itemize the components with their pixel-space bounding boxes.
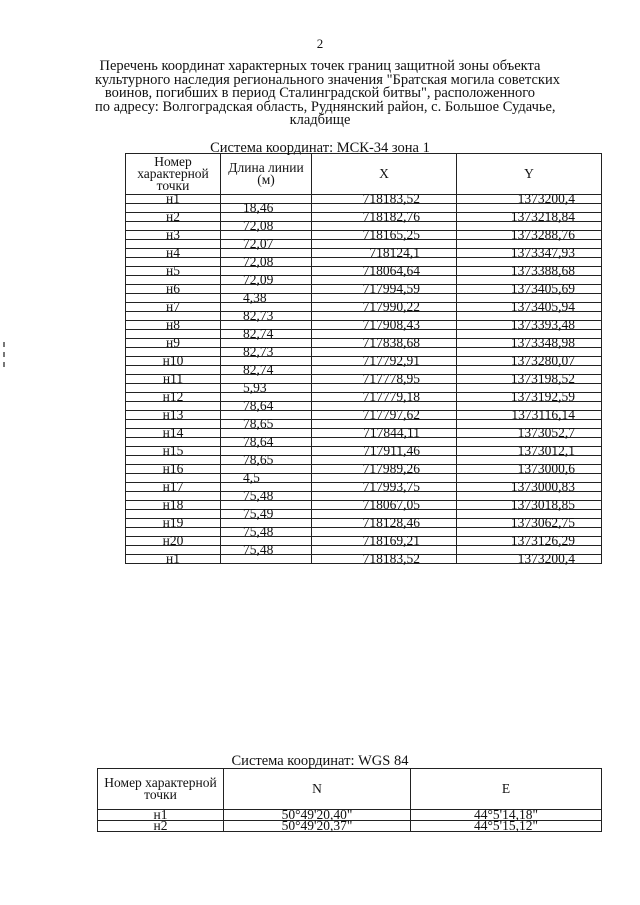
- y-coordinate-cell: 1373218,84: [457, 213, 602, 222]
- y-coordinate-cell: 1373192,59: [457, 393, 602, 402]
- x-coordinate-cell: 718124,1: [312, 249, 457, 258]
- table-row: [126, 249, 602, 258]
- point-number-cell: н20: [126, 537, 221, 546]
- y-coordinate-cell: 1373388,68: [457, 267, 602, 276]
- line-length-cell: 72,07: [221, 240, 312, 249]
- line-length-cell: 75,49: [221, 510, 312, 519]
- x-coordinate-cell: 718183,52: [312, 195, 457, 204]
- line-length-cell: 18,46: [221, 204, 312, 213]
- table-row: [126, 213, 602, 222]
- y-coordinate-cell: 1373288,76: [457, 231, 602, 240]
- wgs84-coordinates-table: [97, 768, 602, 832]
- scan-margin-mark: [3, 342, 5, 347]
- line-length-cell: 78,64: [221, 438, 312, 447]
- point-number-cell: н2: [126, 213, 221, 222]
- header-n: N: [224, 769, 411, 810]
- line-length-cell: 82,73: [221, 348, 312, 357]
- table2-caption: Система координат: WGS 84: [231, 753, 409, 769]
- y-coordinate-cell: 1373012,1: [457, 447, 602, 456]
- point-number-cell: н8: [126, 321, 221, 330]
- table-row: [126, 483, 602, 492]
- x-coordinate-cell: 717989,26: [312, 465, 457, 474]
- x-coordinate-cell: 718067,05: [312, 501, 457, 510]
- line-length-cell: 72,08: [221, 222, 312, 231]
- table-row: [126, 429, 602, 438]
- line-length-cell: [221, 465, 312, 474]
- y-coordinate-cell: 1373000,83: [457, 483, 602, 492]
- header-line-length: Длина линии (м): [221, 154, 312, 195]
- point-number-cell: н3: [126, 231, 221, 240]
- table-row: [126, 195, 602, 204]
- heading-line: Перечень координат характерных точек границ защитной зоны объекта: [99, 58, 541, 74]
- x-coordinate-cell: 717844,11: [312, 429, 457, 438]
- line-length-cell: 82,73: [221, 312, 312, 321]
- table-row: [126, 357, 602, 366]
- x-coordinate-cell: 717911,46: [312, 447, 457, 456]
- point-number-cell: н1: [126, 195, 221, 204]
- line-length-cell: 78,64: [221, 402, 312, 411]
- n-coordinate-cell: 50°49'20,40": [224, 810, 411, 821]
- table-row: [126, 447, 602, 456]
- y-coordinate-cell: 1373000,6: [457, 465, 602, 474]
- table-row: [126, 303, 602, 312]
- point-number-cell: н11: [126, 375, 221, 384]
- x-coordinate-cell: 717990,22: [312, 303, 457, 312]
- point-number-cell: н12: [126, 393, 221, 402]
- y-coordinate-cell: 1373347,93: [457, 249, 602, 258]
- point-number-cell: н6: [126, 285, 221, 294]
- header-y: Y: [457, 154, 602, 195]
- point-number-cell: н4: [126, 249, 221, 258]
- y-coordinate-cell: 1373393,48: [457, 321, 602, 330]
- x-coordinate-cell: 717797,62: [312, 411, 457, 420]
- n-coordinate-cell: 50°49'20,37": [224, 821, 411, 832]
- x-coordinate-cell: 717792,91: [312, 357, 457, 366]
- scan-margin-mark: [3, 362, 5, 367]
- y-coordinate-cell: 1373348,98: [457, 339, 602, 348]
- x-coordinate-cell: 717908,43: [312, 321, 457, 330]
- point-number-cell: н5: [126, 267, 221, 276]
- table-row: [126, 411, 602, 420]
- heading-line: по адресу: Волгоградская область, Руднянский район, с. Большое Судачье,: [95, 98, 556, 115]
- e-coordinate-cell: 44°5'14,18": [411, 810, 602, 821]
- line-length-cell: 82,74: [221, 366, 312, 375]
- line-length-cell: 75,48: [221, 546, 312, 555]
- x-coordinate-cell: 717779,18: [312, 393, 457, 402]
- point-number-cell: н14: [126, 429, 221, 438]
- point-number-cell: н16: [126, 465, 221, 474]
- scan-margin-mark: [3, 352, 5, 357]
- header-point-number: Номер характерной точки: [126, 154, 221, 195]
- heading-line: воинов, погибших в период Сталинградской битвы", расположенного: [104, 85, 536, 102]
- line-length-cell: 82,74: [221, 330, 312, 339]
- line-length-cell: 78,65: [221, 420, 312, 429]
- y-coordinate-cell: 1373200,4: [457, 555, 602, 564]
- y-coordinate-cell: 1373198,52: [457, 375, 602, 384]
- e-coordinate-cell: 44°5'15,12": [411, 821, 602, 832]
- line-length-cell: 75,48: [221, 528, 312, 537]
- header-x: X: [312, 154, 457, 195]
- line-length-cell: 72,08: [221, 258, 312, 267]
- point-number-cell: н1: [126, 555, 221, 564]
- y-coordinate-cell: 1373280,07: [457, 357, 602, 366]
- table-row: [126, 267, 602, 276]
- y-coordinate-cell: 1373116,14: [457, 411, 602, 420]
- y-coordinate-cell: 1373052,7: [457, 429, 602, 438]
- point-number-cell: н13: [126, 411, 221, 420]
- table-row: [126, 519, 602, 528]
- x-coordinate-cell: 718165,25: [312, 231, 457, 240]
- heading-line: кладбище: [289, 112, 351, 129]
- line-length-cell: 72,09: [221, 276, 312, 285]
- table-row: [126, 375, 602, 384]
- y-coordinate-cell: 1373062,75: [457, 519, 602, 528]
- line-length-cell: 78,65: [221, 456, 312, 465]
- x-coordinate-cell: 718169,21: [312, 537, 457, 546]
- point-number-cell: н1: [98, 810, 224, 821]
- y-coordinate-cell: 1373200,4: [457, 195, 602, 204]
- point-number-cell: н18: [126, 501, 221, 510]
- document-heading: [95, 58, 560, 129]
- point-number-cell: н19: [126, 519, 221, 528]
- x-coordinate-cell: 717838,68: [312, 339, 457, 348]
- x-coordinate-cell: 717993,75: [312, 483, 457, 492]
- table-row: [126, 231, 602, 240]
- table2-body: [98, 807, 602, 833]
- y-coordinate-cell: 1373018,85: [457, 501, 602, 510]
- line-length-cell: [221, 555, 312, 564]
- x-coordinate-cell: 718064,64: [312, 267, 457, 276]
- x-coordinate-cell: 717778,95: [312, 375, 457, 384]
- table-row: [126, 285, 602, 294]
- table-row: [126, 555, 602, 564]
- point-number-cell: н7: [126, 303, 221, 312]
- point-number-cell: н9: [126, 339, 221, 348]
- table-row: [126, 537, 602, 546]
- line-length-cell: 5,93: [221, 384, 312, 393]
- header-e: E: [411, 769, 602, 810]
- line-length-cell: 75,48: [221, 492, 312, 501]
- y-coordinate-cell: 1373126,29: [457, 537, 602, 546]
- point-number-cell: н10: [126, 357, 221, 366]
- point-number-cell: н15: [126, 447, 221, 456]
- table1-body: [126, 191, 602, 566]
- point-number-cell: н17: [126, 483, 221, 492]
- table-row: [126, 465, 602, 474]
- heading-line: культурного наследия регионального значения "Братская могила советских: [95, 71, 560, 88]
- table-row: [126, 501, 602, 510]
- table-row: [126, 339, 602, 348]
- table-row: [126, 321, 602, 330]
- x-coordinate-cell: 718182,76: [312, 213, 457, 222]
- point-number-cell: н2: [98, 821, 224, 832]
- x-coordinate-cell: 718183,52: [312, 555, 457, 564]
- page-number: 2: [316, 36, 324, 51]
- line-length-cell: 4,5: [221, 474, 312, 483]
- table-row: [98, 821, 602, 832]
- table1-caption: Система координат: МСК-34 зона 1: [210, 140, 430, 156]
- y-coordinate-cell: 1373405,69: [457, 285, 602, 294]
- line-length-cell: 4,38: [221, 294, 312, 303]
- x-coordinate-cell: 717994,59: [312, 285, 457, 294]
- msk34-coordinates-table: [125, 153, 602, 564]
- x-coordinate-cell: 718128,46: [312, 519, 457, 528]
- header-point-number: Номер характерной точки: [98, 769, 224, 810]
- y-coordinate-cell: 1373405,94: [457, 303, 602, 312]
- table-row: [126, 393, 602, 402]
